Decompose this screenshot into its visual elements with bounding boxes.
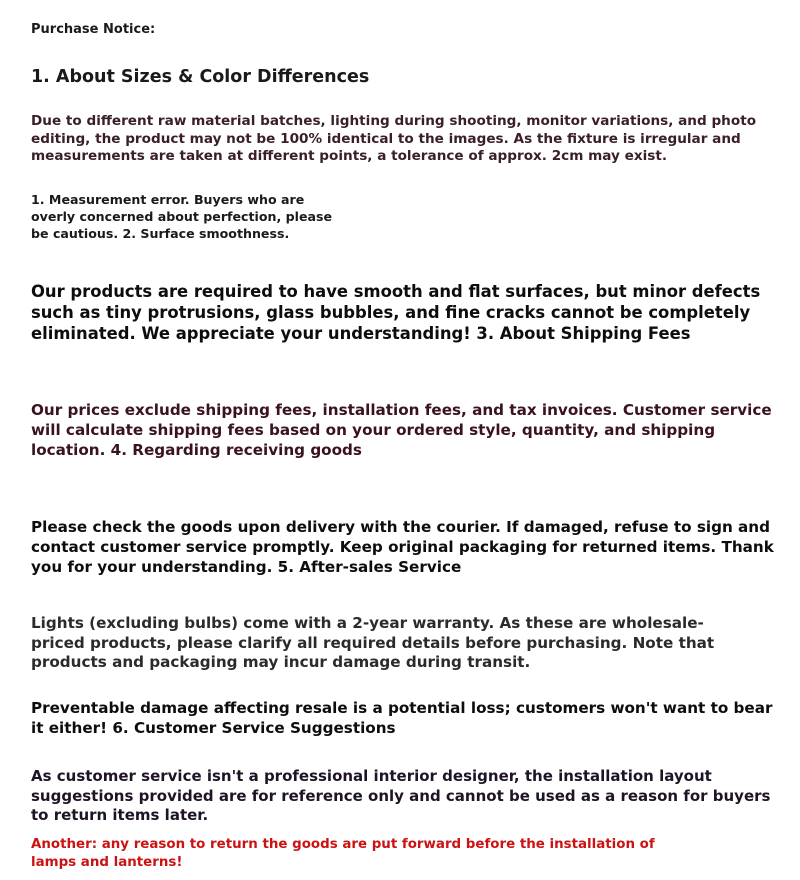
return-warning-paragraph: Another: any reason to return the goods are put forward before the installation of lamps and lanterns!	[31, 837, 655, 870]
size-color-paragraph: Due to different raw material batches, lighting during shooting, monitor variations, and photo editing, the product may not be 100% identical to the images. As the fixture is irregular and measurements are taken at different points, a tolerance of approx. 2cm may exist.	[31, 113, 757, 164]
measurement-error-paragraph: 1. Measurement error. Buyers who are overly concerned about perfection, please be cautious. 2. Surface smoothness.	[31, 192, 333, 241]
notice-label: Purchase Notice:	[31, 22, 156, 37]
customer-service-paragraph: As customer service isn't a professional interior designer, the installation layout suggestions provided are for reference only and cannot be used as a reason for buyers to return items later.	[31, 767, 771, 824]
receiving-goods-paragraph: Please check the goods upon delivery with the courier. If damaged, refuse to sign and contact customer service promptly. Keep original packaging for returned items. Thank you for your understanding. 5. After-sales Service	[31, 518, 774, 576]
warranty-paragraph: Lights (excluding bulbs) come with a 2-year warranty. As these are wholesale-priced products, please clarify all required details before purchasing. Note that products and packaging may incur damage during transit.	[31, 614, 715, 671]
surface-smoothness-paragraph: Our products are required to have smooth and flat surfaces, but minor defects such as tiny protrusions, glass bubbles, and fine cracks cannot be completely eliminated. We appreciate your understanding! 3. About Shipping Fees	[31, 282, 761, 343]
section-heading: 1. About Sizes & Color Differences	[31, 67, 370, 87]
shipping-fees-paragraph: Our prices exclude shipping fees, installation fees, and tax invoices. Customer service will calculate shipping fees based on your ordered style, quantity, and shipping location. 4. Regarding receiving goods	[31, 401, 772, 459]
damage-paragraph: Preventable damage affecting resale is a potential loss; customers won't want to bear it either! 6. Customer Service Suggestions	[31, 699, 773, 737]
